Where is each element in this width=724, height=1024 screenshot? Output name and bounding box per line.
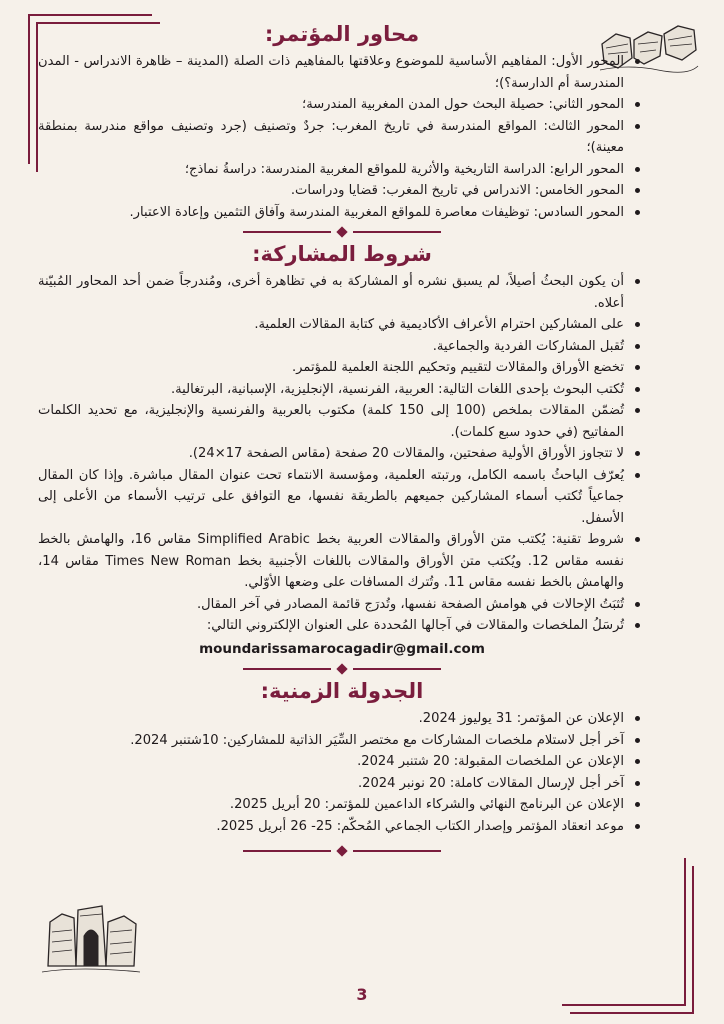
section-title-axes: محاور المؤتمر:: [264, 22, 420, 46]
list-item: موعد انعقاد المؤتمر وإصدار الكتاب الجماعي المُحكّم: 25- 26 أبريل 2025.: [38, 816, 624, 838]
diamond-ornament-icon: [336, 663, 347, 674]
list-item: المحور الرابع: الدراسة التاريخية والأثرية للمواقع المغربية المندرسة: دراسةُ نماذج؛: [38, 159, 624, 181]
page-content: [38, 22, 646, 861]
list-item: آخر أجل لاستلام ملخصات المشاركات مع مختصر السِّيَر الذاتية للمشاركين: 10شتنبر 2024.: [38, 730, 624, 752]
axes-list: [38, 51, 646, 223]
frame-top-line: [28, 14, 152, 16]
list-item: المحور الأول: المفاهيم الأساسية للموضوع وعلاقتها بالمفاهيم ذات الصلة (المدينة – ظاهرة الاندراس - المدن المندرسة أم الدارسة؟)؛: [38, 51, 624, 94]
schedule-list: [38, 708, 646, 837]
list-item: المحور السادس: توظيفات معاصرة للمواقع المغربية المندرسة وآفاق التثمين وإعادة الاعتبار.: [38, 202, 624, 224]
frame-bottom-line-inner: [570, 1012, 694, 1014]
list-item: المحور الثاني: حصيلة البحث حول المدن المغربية المندرسة؛: [38, 94, 624, 116]
section-divider: [38, 228, 646, 236]
frame-right-line: [684, 858, 686, 1006]
list-item: أن يكون البحثُ أصيلاً، لم يسبق نشره أو المشاركة به في تظاهرة أخرى، ومُندرجاً ضمن أحد المحاور المُبيّنة أعلاه.: [38, 271, 624, 314]
list-item: تُثبَتُ الإحالات في هوامش الصفحة نفسها، وتُدرَج قائمة المصادر في آخر المقال.: [38, 594, 624, 616]
list-item: تُقبل المشاركات الفردية والجماعية.: [38, 336, 624, 358]
list-item: المحور الخامس: الاندراس في تاريخ المغرب: قضايا ودراسات.: [38, 180, 624, 202]
list-item: تُرسَلُ الملخصات والمقالات في آجالها المُحددة على العنوان الإلكتروني التالي:: [38, 615, 624, 637]
page-number: 3: [356, 985, 368, 1004]
section-divider: [38, 847, 646, 855]
diamond-ornament-icon: [336, 845, 347, 856]
list-item: تخضع الأوراق والمقالات لتقييم وتحكيم اللجنة العلمية للمؤتمر.: [38, 357, 624, 379]
list-item: الإعلان عن البرنامج النهائي والشركاء الداعمين للمؤتمر: 20 أبريل 2025.: [38, 794, 624, 816]
list-item: على المشاركين احترام الأعراف الأكاديمية في كتابة المقالات العلمية.: [38, 314, 624, 336]
list-item: شروط تقنية: يُكتب متن الأوراق والمقالات العربية بخط Simplified Arabic مقاس 16، والهامش بالخط نفسه مقاس 12. ويُكتب متن الأوراق والمقالات باللغات الأجنبية بخط Times New Roman مقاس 14، والهامش بالخط نفسه مقاس 11. وتُترك المسافات على وضعها الأوّلي.: [38, 529, 624, 594]
gate-sketch-bottom: [40, 892, 144, 976]
list-item: المحور الثالث: المواقع المندرسة في تاريخ المغرب: جردٌ وتصنيف (جرد وتصنيف مواقع مندرسة بمنطقة معينة)؛: [38, 116, 624, 159]
section-title-conditions: شروط المشاركة:: [252, 242, 432, 267]
frame-left-line: [28, 14, 30, 164]
list-item: الإعلان عن المؤتمر: 31 يوليوز 2024.: [38, 708, 624, 730]
list-item: لا تتجاوز الأوراق الأولية صفحتين، والمقالات 20 صفحة (مقاس الصفحة 17×24).: [38, 443, 624, 465]
list-item: تُكتب البحوث بإحدى اللغات التالية: العربية، الفرنسية، الإنجليزية، الإسبانية، البرتغالية.: [38, 379, 624, 401]
section-title-schedule: الجدولة الزمنية:: [260, 678, 424, 703]
list-item: الإعلان عن الملخصات المقبولة: 20 شتنبر 2024.: [38, 751, 624, 773]
conditions-list: [38, 271, 646, 637]
diamond-ornament-icon: [336, 227, 347, 238]
list-item: تُضمّن المقالات بملخص (100 إلى 150 كلمة) مكتوب بالعربية والفرنسية والإنجليزية، مع تحديد الكلمات المفاتيح (في حدود سبع كلمات).: [38, 400, 624, 443]
list-item: آخر أجل لإرسال المقالات كاملة: 20 نونبر 2024.: [38, 773, 624, 795]
list-item: يُعرّف الباحثُ باسمه الكامل، ورتبته العلمية، ومؤسسة الانتماء تحت عنوان المقال مباشرة. وإذا كان المقال جماعياً تُكتب أسماء المشاركين جميعهم بالطريقة نفسها، مع التوافق على ترتيب الأسماء من الأعلى إلى الأسفل.: [38, 465, 624, 530]
frame-bottom-line: [562, 1004, 686, 1006]
contact-email-link[interactable]: moundarissamarocagadir@gmail.com: [199, 640, 485, 657]
section-divider: [38, 665, 646, 673]
